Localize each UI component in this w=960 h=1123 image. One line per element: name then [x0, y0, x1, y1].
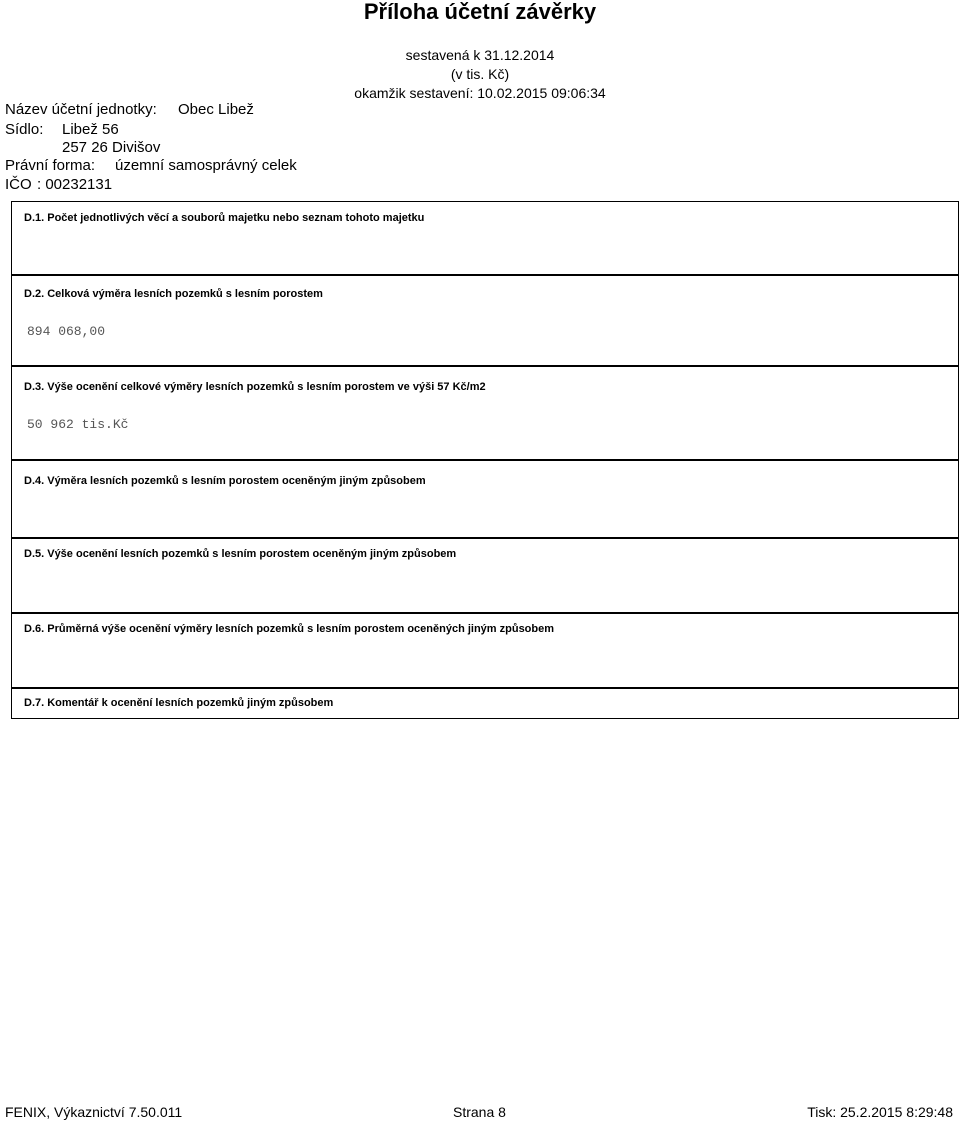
- section-label-d4: D.4. Výměra lesních pozemků s lesním porostem oceněným jiným způsobem: [24, 475, 426, 487]
- section-label-d7: D.7. Komentář k ocenění lesních pozemků jiným způsobem: [24, 697, 334, 709]
- entity-ico-value: : 00232131: [37, 176, 113, 193]
- section-label-d1: D.1. Počet jednotlivých věcí a souborů majetku nebo seznam tohoto majetku: [24, 212, 425, 224]
- entity-name-value: Obec Libež: [178, 101, 254, 118]
- compiled-as-of: sestavená k 31.12.2014: [405, 47, 555, 63]
- section-value-d3: 50 962 tis.Kč: [27, 417, 129, 432]
- footer-page-number: Strana 8: [453, 1104, 506, 1120]
- entity-legal-form-label: Právní forma:: [5, 157, 96, 174]
- section-label-d5: D.5. Výše ocenění lesních pozemků s lesním porostem oceněným jiným způsobem: [24, 548, 457, 560]
- compiled-moment: okamžik sestavení: 10.02.2015 09:06:34: [354, 85, 606, 101]
- section-label-d6: D.6. Průměrná výše ocenění výměry lesních pozemků s lesním porostem oceněných jiným způsobem: [24, 623, 555, 635]
- footer-software: FENIX, Výkaznictví 7.50.011: [5, 1104, 183, 1120]
- entity-ico-label: IČO: [5, 176, 32, 193]
- section-value-d2: 894 068,00: [27, 324, 106, 339]
- currency-unit: (v tis. Kč): [450, 66, 510, 82]
- entity-name-label: Název účetní jednotky:: [5, 101, 157, 118]
- document-title: Příloha účetní závěrky: [363, 0, 597, 24]
- entity-seat-label: Sídlo:: [5, 121, 44, 138]
- section-label-d2: D.2. Celková výměra lesních pozemků s lesním porostem: [24, 288, 323, 300]
- section-label-d3: D.3. Výše ocenění celkové výměry lesních pozemků s lesním porostem ve výši 57 Kč/m2: [24, 381, 486, 393]
- entity-seat-line2: 257 26 Divišov: [62, 139, 161, 156]
- entity-seat-line1: Libež 56: [62, 121, 119, 138]
- footer-print-timestamp: Tisk: 25.2.2015 8:29:48: [807, 1104, 953, 1120]
- section-box-d4: [11, 460, 959, 538]
- entity-legal-form-value: územní samosprávný celek: [115, 157, 297, 174]
